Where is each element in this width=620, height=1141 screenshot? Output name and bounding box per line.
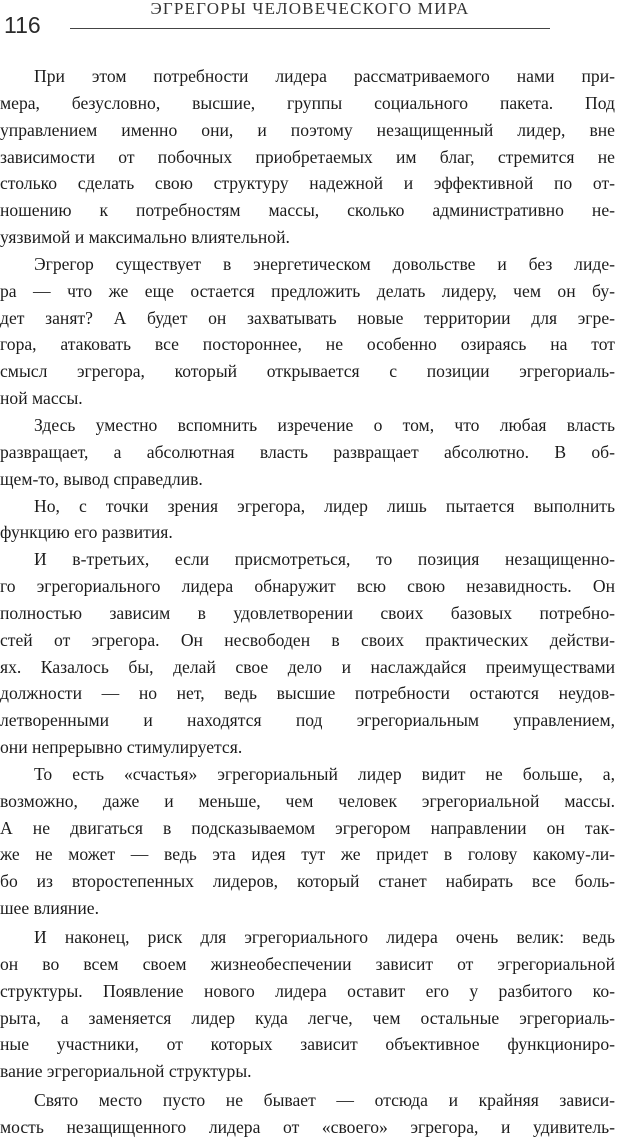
text-line: они непрерывно стимулируется. (0, 737, 243, 758)
text-line: возможно, даже и меньше, чем человек эгрегориальной массы. (0, 790, 615, 811)
text-line: И наконец, риск для эгрегориального лидера очень велик: ведь (34, 927, 615, 947)
page-number: 116 (4, 12, 41, 38)
text-line: зависимости от побочных приобретаемых им благ, стремится не (0, 146, 615, 167)
text-line: стей от эгрегора. Он несвободен в своих практических действи- (0, 629, 615, 650)
text-line: Свято место пусто не бывает — отсюда и крайняя зависи- (34, 1090, 615, 1111)
text-line: же не может — ведь эта идея тут же придет в голову какому-ли- (0, 844, 615, 865)
text-line: И в-третьих, если присмотреться, то позиция незащищенно- (34, 549, 615, 570)
text-line: шее влияние. (0, 898, 99, 919)
text-line: го эгрегориального лидера обнаружит всю свою незавидность. Он (0, 576, 615, 597)
text-line: уязвимой и максимально влиятельной. (0, 227, 290, 248)
text-line: смысл эгрегора, который открывается с позиции эгрегориаль- (0, 361, 615, 382)
page-header (0, 0, 620, 46)
text-line: должности — но нет, ведь высшие потребности остаются неудов- (0, 683, 615, 704)
text-line: При этом потребности лидера рассматриваемого нами при- (34, 66, 615, 86)
text-line: функцию его развития. (0, 522, 173, 543)
header-rule (70, 28, 550, 29)
text-line: полностью зависим в удовлетворении своих базовых потребно- (0, 602, 615, 623)
text-line: ра — что же еще остается предложить делать лидеру, чем он бу- (0, 280, 615, 301)
text-line: дет занят? А будет он захватывать новые территории для эгре- (0, 307, 615, 328)
running-title: ЭГРЕГОРЫ ЧЕЛОВЕЧЕСКОГО МИРА (150, 0, 470, 18)
text-line: щем-то, вывод справедлив. (0, 468, 203, 489)
text-line: ной массы. (0, 388, 83, 409)
text-line: развращает, а абсолютная власть развращает абсолютно. В об- (0, 441, 615, 462)
text-line: структуры. Появление нового лидера оставит его у разбитого ко- (0, 980, 615, 1001)
text-line: А не двигаться в подсказываемом эгрегором направлении он так- (0, 817, 615, 838)
text-line: Здесь уместно вспомнить изречение о том, что любая власть (34, 414, 615, 435)
text-line: рыта, а заменяется лидер куда легче, чем остальные эгрегориаль- (0, 1007, 615, 1028)
text-line: управлением именно они, и поэтому незащищенный лидер, вне (0, 119, 615, 140)
text-line: мость незащищенного лидера от «своего» эгрегора, и удивитель- (0, 1116, 615, 1137)
text-line: вание эгрегориальной структуры. (0, 1061, 252, 1082)
text-line: он во всем своем жизнеобеспечении зависит от эгрегориальной (0, 953, 615, 974)
text-line: ношению к потребностям массы, сколько административно не- (0, 200, 615, 221)
text-line: гора, атаковать все постороннее, не особенно озираясь на тот (0, 334, 615, 355)
text-line: мера, безусловно, высшие, группы социального пакета. Под (0, 92, 615, 113)
text-line: Эгрегор существует в энергетическом довольстве и без лиде- (34, 253, 615, 274)
text-line: столько сделать свою структуру надежной и эффективной по от- (0, 173, 615, 194)
text-line: ях. Казалось бы, делай свое дело и наслаждайся преимуществами (0, 656, 615, 677)
text-line: бо из второстепенных лидеров, который станет набирать все боль- (0, 871, 615, 892)
text-line: летворенными и находятся под эгрегориальным управлением, (0, 710, 615, 731)
text-line: То есть «счастья» эгрегориальный лидер видит не больше, а, (34, 763, 615, 784)
body-text (0, 63, 615, 1141)
text-line: Но, с точки зрения эгрегора, лидер лишь пытается выполнить (34, 495, 615, 516)
text-line: ные участники, от которых зависит объективное функциониро- (0, 1034, 615, 1055)
